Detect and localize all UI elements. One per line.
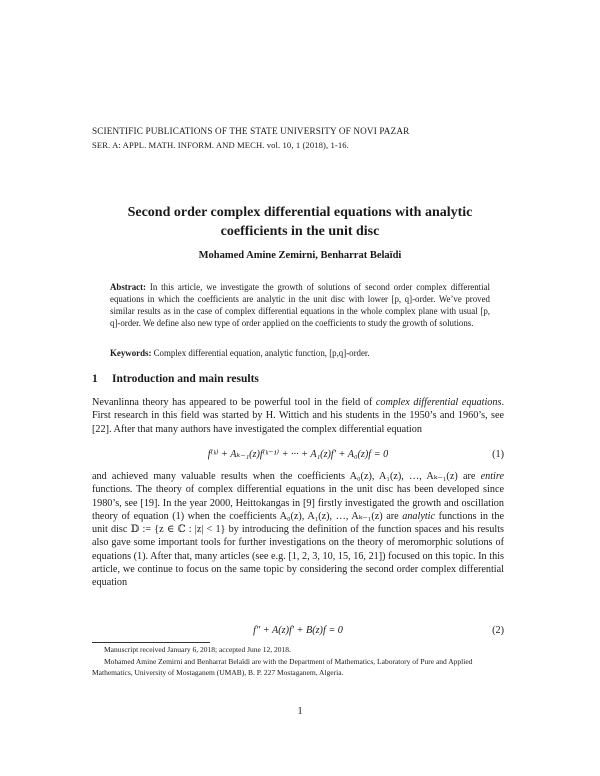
abstract-text: In this article, we investigate the growth of solutions of second order complex differential equations in which the coefficients are analytic in the unit disc with lower [p, q]-order. We’ve proved similar results as in the case of complex differential equations in the whole complex plane with usual [p, q]-order. We define also new type of order applied on the coefficients to study the growth of solutions. (110, 282, 491, 329)
journal-name: SCIENTIFIC PUBLICATIONS OF THE STATE UNIVERSITY OF NOVI PAZAR (92, 126, 410, 136)
equation-body: f″ + A(z)f′ + B(z)f = 0 (253, 625, 343, 636)
section-number: 1 (92, 373, 98, 385)
paragraph-text: Nevanlinna theory has appeared to be powerful tool in the field of (92, 397, 376, 408)
page-number: 1 (297, 706, 303, 717)
emphasis-text: entire (480, 471, 504, 482)
paragraph-text: functions. The theory of complex differential equations in the unit disc has been developed since 1980’s, see [19]. In the year 2000, Heittokangas in [9] firstly investigated the growth and oscillation theory of equation (1) when the coefficients A₀(z), A₁(z), …, Aₖ₋₁(z) are (92, 484, 504, 522)
abstract (110, 281, 490, 329)
keywords (110, 348, 500, 358)
journal-series: SER. A: APPL. MATH. INFORM. AND MECH. vol. 10, 1 (2018), 1-16. (92, 140, 349, 150)
keywords-label: Keywords: (110, 348, 152, 358)
section-title: Introduction and main results (112, 373, 259, 385)
paper-title (60, 203, 540, 241)
paragraph-text: functions in the unit disc 𝔻 := {z ∈ ℂ : |z| < 1} by introducing the definition of the function spaces and his results also gave some important tools for further investigations on the theory of meromorphic solutions of equations (1). After that, many articles (see e.g. [1, 2, 3, 10, 15, 16, 21]) focused on this topic. In this article, we continue to focus on the same topic by considering the second order complex differential equation (92, 510, 504, 589)
section-heading (92, 373, 259, 385)
emphasis-text: complex differential equations (375, 397, 502, 408)
keywords-text: Complex differential equation, analytic function, [p,q]-order. (153, 348, 370, 358)
equation-tag: (2) (492, 625, 504, 636)
paragraph-text: . First research in this field was started by H. Wittich and his students in the 1950’s and 1960’s, see [22]. After that many authors have investigated the complex differential equation (92, 397, 504, 435)
equation-tag: (1) (492, 449, 504, 460)
authors: Mohamed Amine Zemirni, Benharrat Belaïdi (198, 250, 402, 261)
title-line-2: coefficients in the unit disc (220, 224, 380, 239)
equation-body: f⁽ᵏ⁾ + Aₖ₋₁(z)f⁽ᵏ⁻¹⁾ + ··· + A₁(z)f′ + A₀(z)f = 0 (207, 449, 389, 460)
footnote-affiliation: Mohamed Amine Zemirni and Benharrat Belaïdi are with the Department of Mathematics, Laboratory of Pure and Applied Mathematics, University of Mostaganem (UMAB), B. P. 227 Mostaganem, Algeria. (92, 657, 473, 678)
paragraph-text: and achieved many valuable results when the coefficients A₀(z), A₁(z), …, Aₖ₋₁(z) are (92, 471, 481, 482)
title-line-1: Second order complex differential equations with analytic (127, 205, 473, 220)
paragraph-history (92, 470, 504, 590)
footnote-received: Manuscript received January 6, 2018; accepted June 12, 2018. (104, 645, 291, 654)
abstract-label: Abstract: (110, 282, 146, 292)
footnote-rule (92, 642, 210, 643)
emphasis-text: analytic (402, 510, 436, 522)
paragraph-intro (92, 396, 504, 436)
